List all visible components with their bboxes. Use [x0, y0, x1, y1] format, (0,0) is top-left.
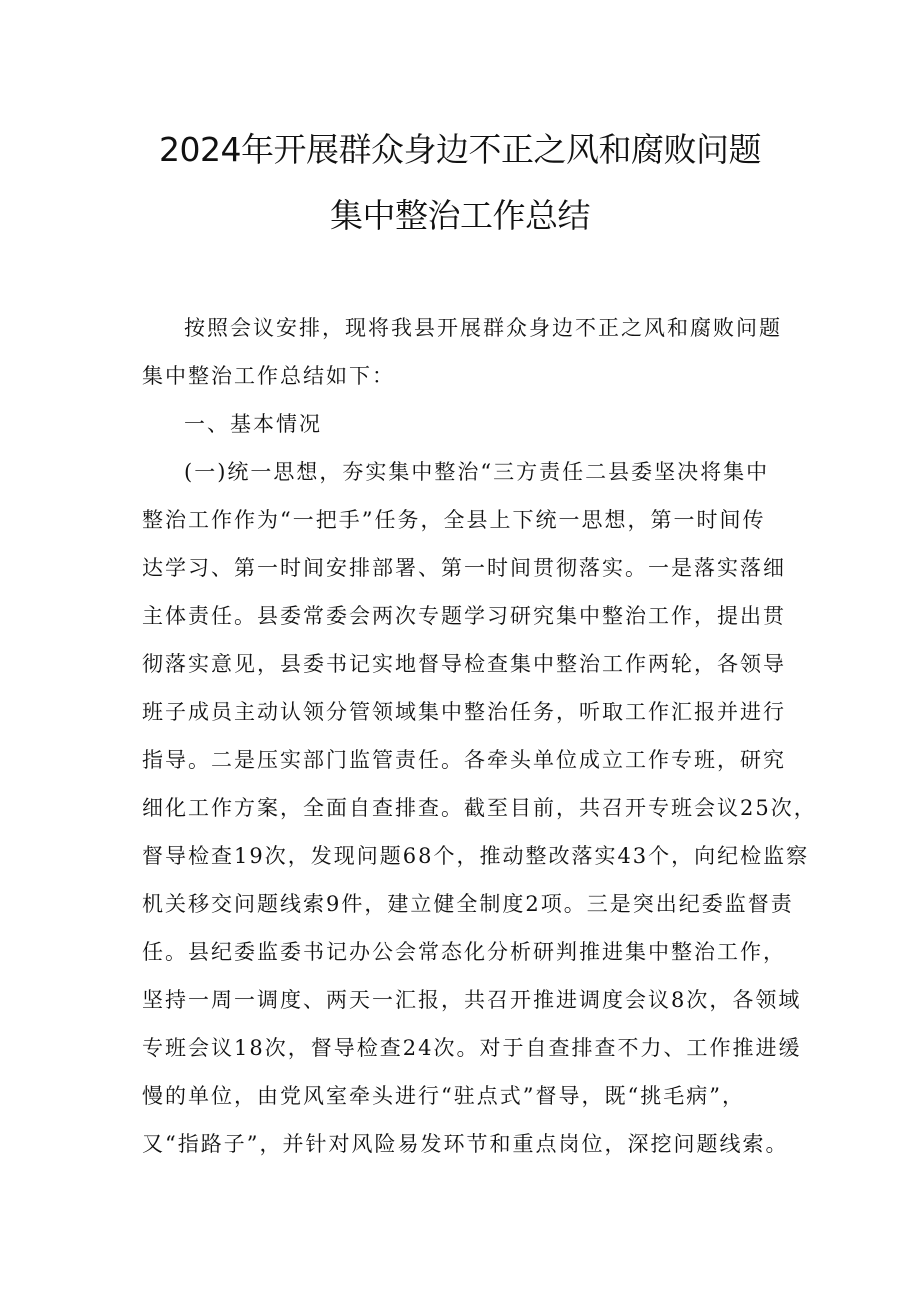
- paragraph-basic-situation: [142, 448, 817, 1168]
- paragraph-line: 任。县纪委监委书记办公会常态化分析研判推进集中整治工作，: [142, 940, 786, 964]
- paragraph-line: 机关移交问题线索9件，建立健全制度2项。三是突出纪委监督责: [142, 892, 794, 916]
- paragraph-line: 整治工作作为“一把手”任务，全县上下统一思想，第一时间传: [142, 508, 766, 532]
- paragraph-line: 指导。二是压实部门监管责任。各牵头单位成立工作专班，研究: [142, 748, 786, 772]
- intro-line: 按照会议安排，现将我县开展群众身边不正之风和腐败问题: [184, 316, 782, 340]
- paragraph-line: (一)统一思想，夯实集中整治“三方责任二县委坚决将集中: [184, 460, 770, 484]
- paragraph-line: 慢的单位，由党风室牵头进行“驻点式”督导，既“挑毛病”，: [142, 1084, 745, 1108]
- section-heading: [142, 400, 802, 448]
- intro-line: 集中整治工作总结如下：: [142, 364, 395, 388]
- paragraph-line: 督导检查19次，发现问题68个，推动整改落实43个，向纪检监察: [142, 844, 810, 868]
- intro-paragraph: [142, 304, 802, 400]
- section-heading-text: 一、基本情况: [184, 412, 322, 436]
- document-title-line-1: 2024年开展群众身边不正之风和腐败问题: [159, 130, 761, 169]
- paragraph-line: 达学习、第一时间安排部署、第一时间贯彻落实。一是落实落细: [142, 556, 786, 580]
- paragraph-line: 彻落实意见，县委书记实地督导检查集中整治工作两轮，各领导: [142, 652, 786, 676]
- paragraph-line: 班子成员主动认领分管领域集中整治任务，听取工作汇报并进行: [142, 700, 786, 724]
- paragraph-line: 坚持一周一调度、两天一汇报，共召开推进调度会议8次，各领域: [142, 988, 802, 1012]
- document-title-line-2: 集中整治工作总结: [330, 196, 590, 235]
- paragraph-line: 又“指路子”，并针对风险易发环节和重点岗位，深挖问题线索。: [142, 1132, 789, 1156]
- paragraph-line: 主体责任。县委常委会两次专题学习研究集中整治工作，提出贯: [142, 604, 786, 628]
- paragraph-line: 细化工作方案，全面自查排查。截至目前，共召开专班会议25次，: [142, 796, 817, 820]
- paragraph-line: 专班会议18次，督导检查24次。对于自查排查不力、工作推进缓: [142, 1036, 802, 1060]
